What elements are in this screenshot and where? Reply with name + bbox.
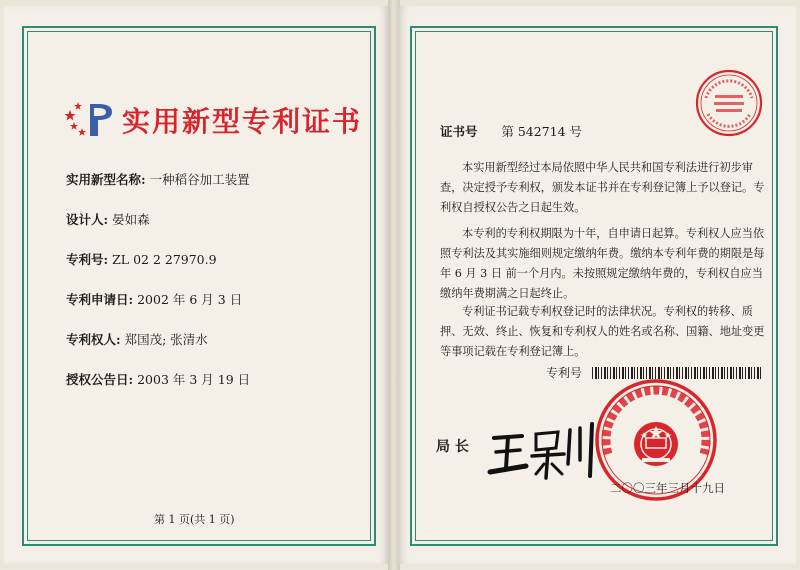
field-value: 2002 年 6 月 3 日 (137, 292, 243, 307)
patent-office-logo-icon (64, 98, 116, 140)
field-value: 晏如森 (112, 212, 150, 227)
paragraph-grant: 本实用新型经过本局依照中华人民共和国专利法进行初步审查，决定授予专利权，颁发本证书并在专利登记簿上予以登记。专利权自授权公告之日起生效。 (440, 161, 765, 214)
field-label: 专利号: (66, 252, 109, 267)
field-label: 专利申请日: (66, 292, 134, 307)
paragraph-legal-status: 专利证书记载专利权登记时的法律状况。专利权的转移、质押、无效、终止、恢复和专利权人的姓名或名称、国籍、地址变更等事项记载在专利登记簿上。 (440, 305, 765, 358)
title-row (64, 98, 384, 140)
field-utility-model-name (66, 170, 250, 188)
left-page (4, 6, 390, 564)
field-value: ZL 02 2 27970.9 (112, 252, 217, 267)
agency-seal-icon (694, 68, 764, 138)
certificate-number-value: 第 542714 号 (501, 124, 583, 139)
certificate-number (440, 122, 582, 140)
issue-date: 二〇〇三年三月十九日 (610, 481, 725, 495)
certificate-title: 实用新型专利证书 (122, 105, 363, 138)
field-label: 专利权人: (66, 332, 121, 347)
page-footer: 第 1 页(共 1 页) (154, 513, 235, 526)
certificate-number-label: 证书号 (440, 124, 478, 139)
field-value: 2003 年 3 月 19 日 (137, 372, 251, 387)
field-value: 郑国茂; 张清水 (124, 332, 208, 347)
right-page (398, 6, 796, 564)
field-label: 设计人: (66, 212, 109, 227)
director-signature-icon (486, 416, 598, 484)
field-value: 一种稻谷加工装置 (149, 172, 250, 187)
field-application-date (66, 290, 242, 308)
field-designer (66, 210, 150, 228)
paragraph-term: 本专利的专利权期限为十年，自申请日起算。专利权人应当依照专利法及其实施细则规定缴纳年费。缴纳本专利年费的期限是每年 6 月 3 日 前一个月内。未按照规定缴纳年费的，专利权自应当缴纳年费期满之日起终止。 (440, 227, 765, 300)
field-label: 实用新型名称: (66, 172, 146, 187)
field-grant-date (66, 370, 250, 388)
field-patentee (66, 330, 208, 348)
field-patent-number (66, 250, 217, 268)
patent-number-label: 专利号 (546, 366, 583, 380)
field-label: 授权公告日: (66, 372, 134, 387)
director-label: 局 长 (436, 439, 469, 455)
